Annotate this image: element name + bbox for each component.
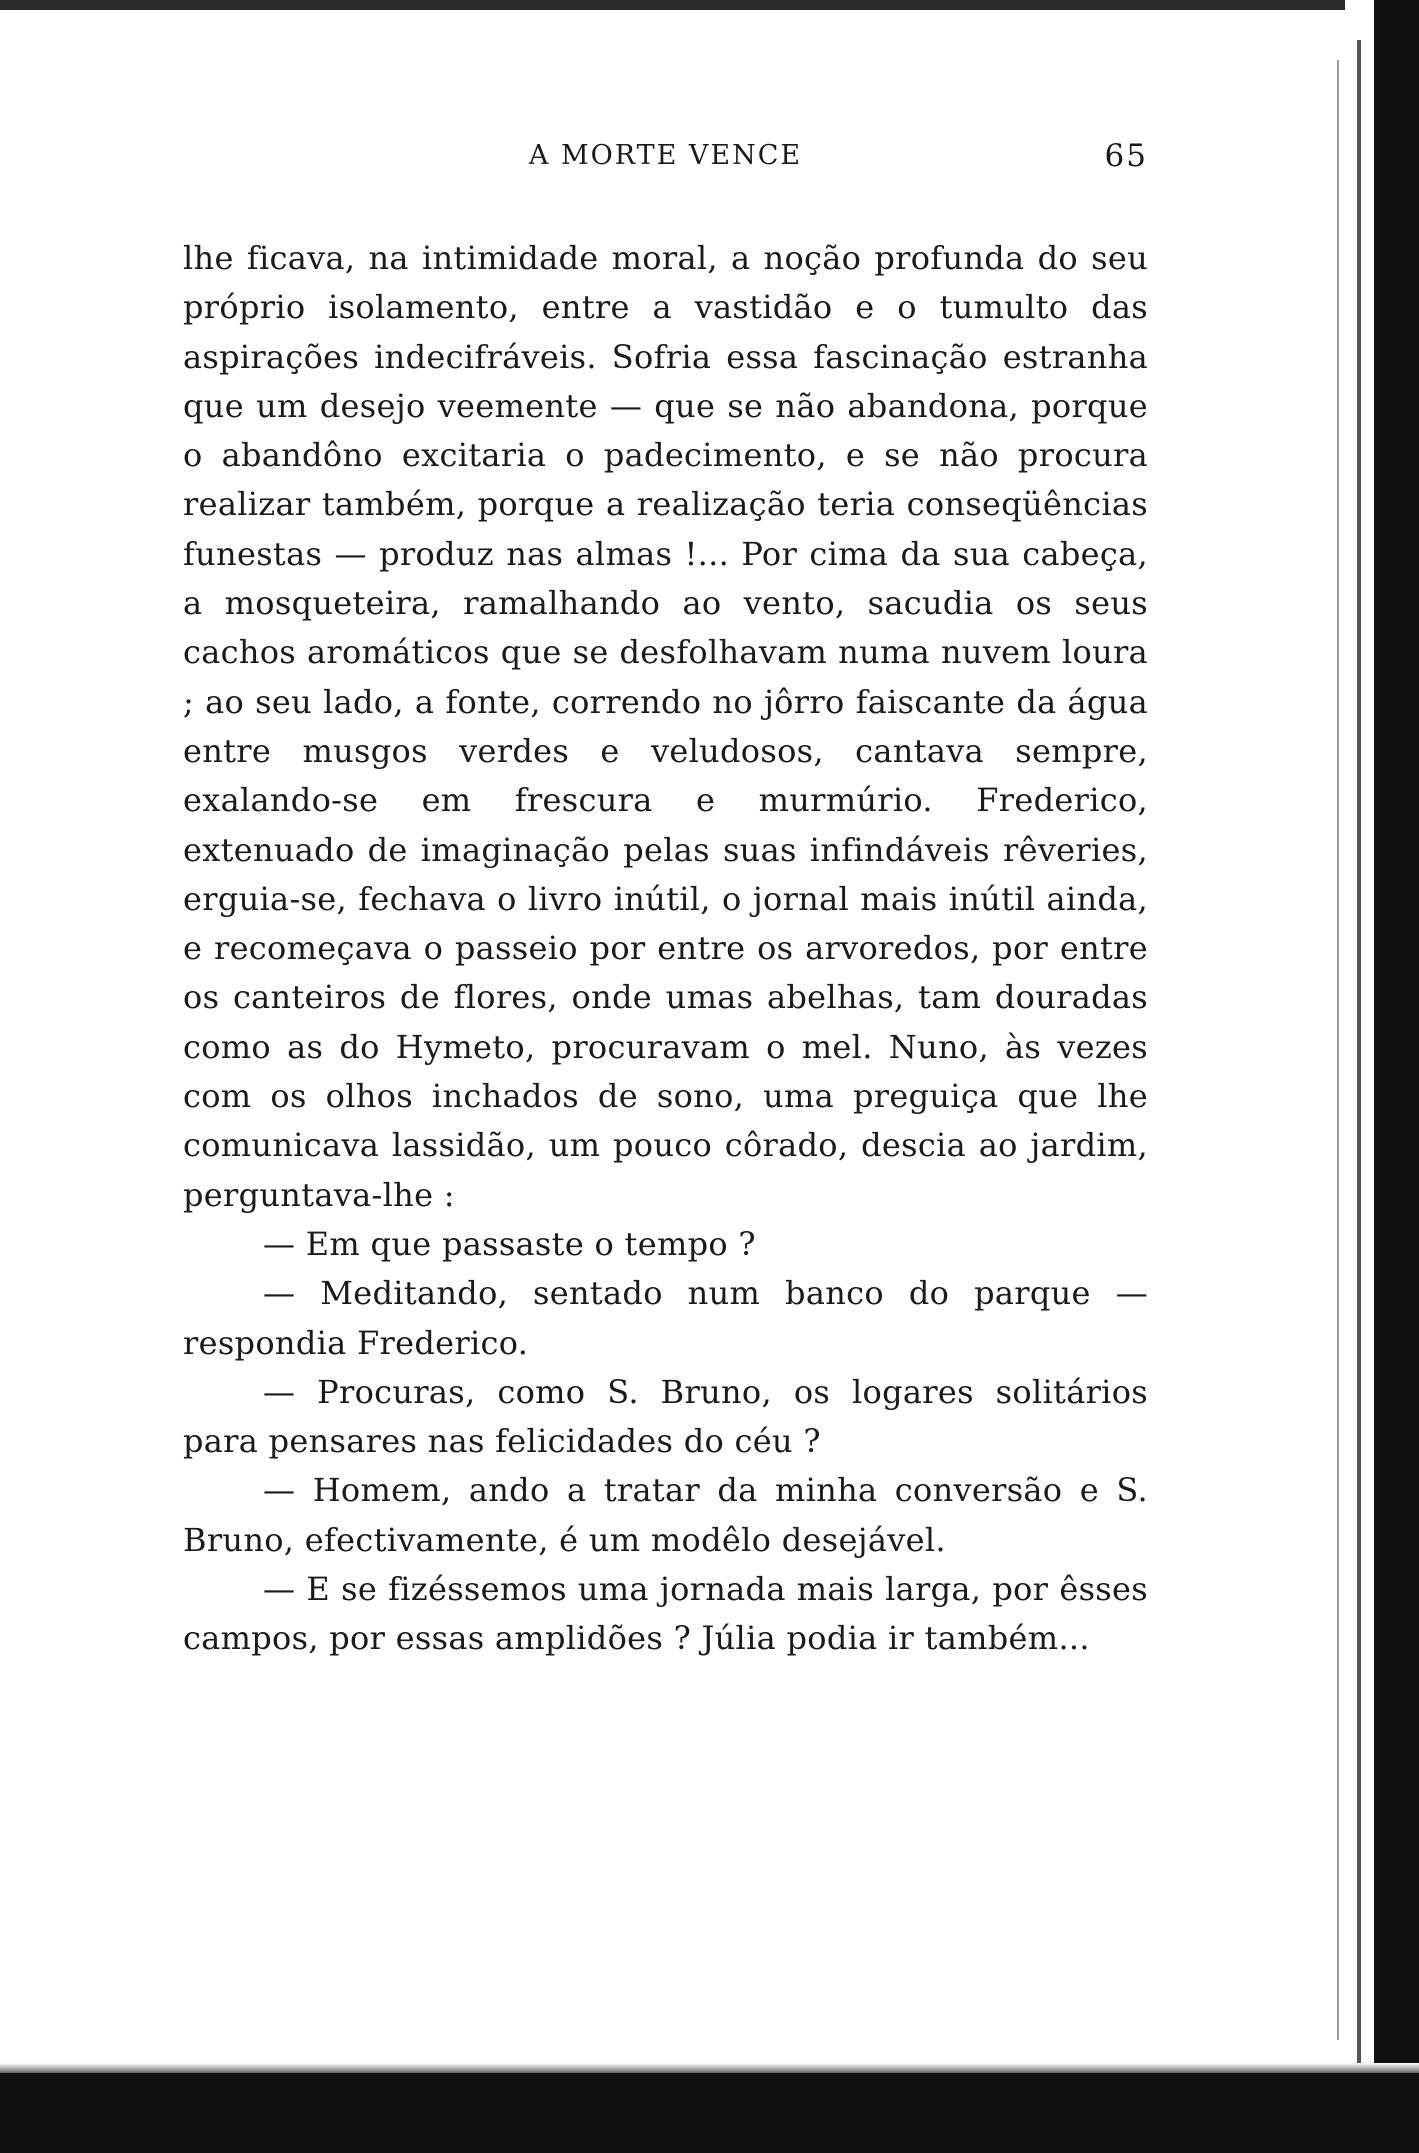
body-text	[183, 234, 1148, 1664]
page-number: 65	[1104, 138, 1148, 174]
scan-page-edge-line	[1357, 40, 1361, 2080]
scan-right-border	[1374, 0, 1419, 2153]
dialogue-line: — Meditando, sentado num banco do parque — respondia Frederico.	[183, 1274, 1148, 1362]
paragraph: lhe ficava, na intimidade moral, a noção profunda do seu próprio isolamento, entre a vastidão e o tumulto das aspirações indecifráveis. Sofria essa fascinação estranha que um desejo veemente — que se não abandona, porque o abandôno excitaria o padecimento, e se não procura realizar também, porque a realização teria conseqüências funestas — produz nas almas !... Por cima da sua cabeça, a mosqueteira, ramalhando ao vento, sacudia os seus cachos aromáticos que se desfolhavam numa nuvem loura ; ao seu lado, a fonte, correndo no jôrro faiscante da água entre musgos verdes e veludosos, cantava sempre, exalando-se em frescura e murmúrio. Frederico, extenuado de imaginação pelas suas infindáveis rêveries, erguia-se, fechava o livro inútil, o jornal mais inútil ainda, e recomeçava o passeio por entre os arvoredos, por entre os canteiros de flores, onde umas abelhas, tam douradas como as do Hymeto, procuravam o mel. Nuno, às vezes com os olhos inchados de sono, uma preguiça que lhe comunicava lassidão, um pouco côrado, descia ao jardim, perguntava-lhe :	[183, 239, 1148, 1214]
running-head	[183, 140, 1148, 184]
scan-bottom-shadow	[0, 2063, 1419, 2073]
scan-page-edge-line	[1337, 60, 1339, 2040]
dialogue-line: — Homem, ando a tratar da minha conversão e S. Bruno, efectivamente, é um modêlo desejável.	[183, 1471, 1148, 1559]
dialogue-line: — Em que passaste o tempo ?	[263, 1224, 756, 1263]
dialogue-line: — E se fizéssemos uma jornada mais larga, por êsses campos, por essas amplidões ? Júlia podia ir também...	[183, 1570, 1148, 1658]
book-page	[183, 140, 1148, 1664]
dialogue-line: — Procuras, como S. Bruno, os logares solitários para pensares nas felicidades do céu ?	[183, 1372, 1148, 1461]
scan-top-rule	[0, 0, 1345, 10]
scan-bottom-border	[0, 2073, 1419, 2153]
running-title: A MORTE VENCE	[528, 140, 803, 171]
